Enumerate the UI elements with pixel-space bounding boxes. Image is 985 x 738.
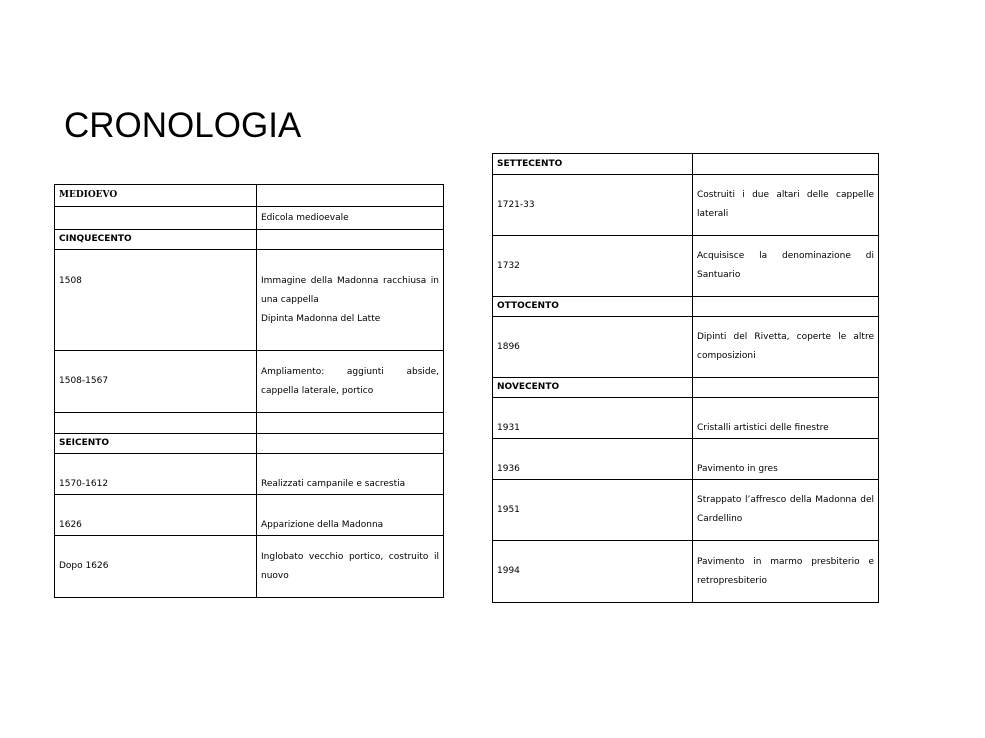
event-cell (257, 185, 444, 207)
event-cell: Realizzati campanile e sacrestia (257, 454, 444, 495)
table-row (493, 317, 879, 378)
date-cell: 1896 (493, 317, 693, 378)
event-cell: Costruiti i due altari delle cappelle laterali (693, 175, 879, 236)
table-row (493, 480, 879, 541)
date-cell: 1721-33 (493, 175, 693, 236)
table-row (55, 434, 444, 454)
event-cell (257, 230, 444, 250)
table-row (55, 207, 444, 230)
table-row (493, 398, 879, 439)
event-cell (257, 434, 444, 454)
event-cell (257, 413, 444, 434)
date-cell (55, 413, 257, 434)
table-row (55, 536, 444, 598)
table-row (55, 230, 444, 250)
table-row (493, 439, 879, 480)
event-cell (693, 378, 879, 398)
chronology-table-left (54, 184, 444, 598)
period-header-novecento: NOVECENTO (493, 378, 693, 398)
date-cell: 1570-1612 (55, 454, 257, 495)
table-row (493, 154, 879, 175)
page-title: CRONOLOGIA (64, 106, 302, 145)
table-row (493, 297, 879, 317)
table-row (55, 454, 444, 495)
date-cell: 1508 (55, 250, 257, 351)
period-header-cinquecento: CINQUECENTO (55, 230, 257, 250)
table-row (493, 236, 879, 297)
event-cell (693, 154, 879, 175)
event-line: Immagine della Madonna racchiusa in una cappella (261, 276, 439, 305)
date-cell (55, 207, 257, 230)
table-row (55, 495, 444, 536)
event-cell (257, 250, 444, 351)
date-cell: 1931 (493, 398, 693, 439)
period-header-settecento: SETTECENTO (493, 154, 693, 175)
event-cell: Apparizione della Madonna (257, 495, 444, 536)
event-cell: Dipinti del Rivetta, coperte le altre composizioni (693, 317, 879, 378)
date-cell: 1732 (493, 236, 693, 297)
date-cell: 1936 (493, 439, 693, 480)
table-row (55, 413, 444, 434)
table-row (55, 185, 444, 207)
date-cell: 1994 (493, 541, 693, 603)
table-row (55, 250, 444, 351)
table-row (493, 175, 879, 236)
event-cell: Ampliamento: aggiunti abside, cappella laterale, portico (257, 351, 444, 413)
event-cell (693, 297, 879, 317)
chronology-table-right (492, 153, 879, 603)
event-cell: Strappato l’affresco della Madonna del Cardellino (693, 480, 879, 541)
event-cell: Pavimento in gres (693, 439, 879, 480)
event-cell: Pavimento in marmo presbiterio e retropresbiterio (693, 541, 879, 603)
event-cell: Inglobato vecchio portico, costruito il nuovo (257, 536, 444, 598)
event-cell: Cristalli artistici delle finestre (693, 398, 879, 439)
period-header-medioevo: MEDIOEVO (55, 185, 257, 207)
event-cell: Edicola medioevale (257, 207, 444, 230)
date-cell: 1951 (493, 480, 693, 541)
table-row (493, 541, 879, 603)
date-cell: 1508-1567 (55, 351, 257, 413)
event-line: Dipinta Madonna del Latte (261, 314, 381, 324)
table-row (55, 351, 444, 413)
period-header-ottocento: OTTOCENTO (493, 297, 693, 317)
period-header-seicento: SEICENTO (55, 434, 257, 454)
event-cell: Acquisisce la denominazione di Santuario (693, 236, 879, 297)
date-cell: 1626 (55, 495, 257, 536)
table-row (493, 378, 879, 398)
date-cell: Dopo 1626 (55, 536, 257, 598)
